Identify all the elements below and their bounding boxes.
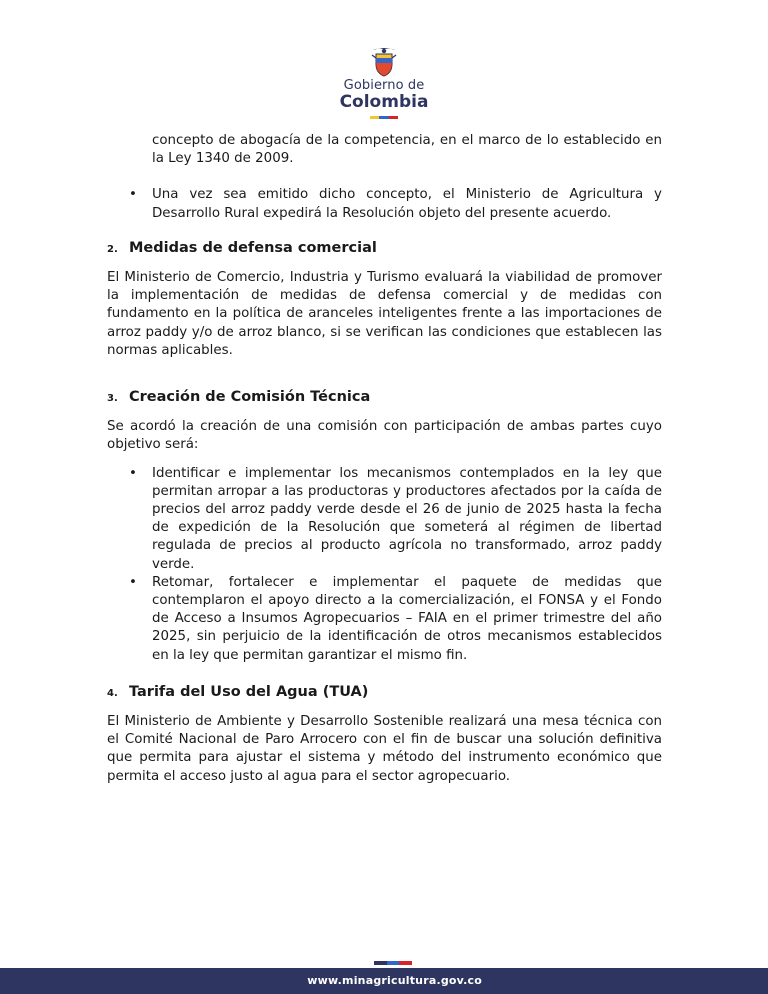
section-heading-3 bbox=[107, 388, 662, 408]
section-number: 2. bbox=[107, 243, 118, 255]
section-number: 3. bbox=[107, 393, 118, 405]
footer-flag-bar bbox=[374, 961, 412, 965]
section-paragraph: El Ministerio de Ambiente y Desarrollo Sostenible realizará una mesa técnica con el Comité Nacional de Paro Arrocero con el fin de buscar una solución definitiva que permita para ajustar el sistema y método del instrumento económico que permita el acceso justo al agua para el sector agropecuario. bbox=[107, 714, 662, 784]
logo-line-2: Colombia bbox=[339, 92, 429, 112]
section-paragraph: El Ministerio de Comercio, Industria y Turismo evaluará la viabilidad de promover la implementación de medidas de defensa comercial y de medidas con fundamento en la política de aranceles inteligentes frente a las importaciones de arroz paddy y/o de arroz blanco, si se verifican las condiciones que establecen las normas aplicables. bbox=[107, 270, 662, 358]
section-number: 4. bbox=[107, 687, 118, 699]
footer-bar bbox=[0, 968, 768, 994]
bullet-marker: • bbox=[129, 465, 137, 481]
section-heading-4 bbox=[107, 683, 662, 703]
section-title: Tarifa del Uso del Agua (TUA) bbox=[129, 683, 369, 700]
coat-of-arms-icon bbox=[370, 46, 398, 78]
continuation-paragraph: concepto de abogacía de la competencia, en el marco de lo establecido en la Ley 1340 de 2009. bbox=[152, 133, 662, 167]
list-item-text: Una vez sea emitido dicho concepto, el Ministerio de Agricultura y Desarrollo Rural expedirá la Resolución objeto del presente acuerdo. bbox=[152, 187, 662, 221]
section-title: Medidas de defensa comercial bbox=[129, 239, 377, 256]
document-body bbox=[107, 132, 662, 786]
section-paragraph: Se acordó la creación de una comisión con participación de ambas partes cuyo objetivo será: bbox=[107, 419, 662, 453]
footer-website-link[interactable]: www.minagricultura.gov.co bbox=[307, 974, 482, 987]
logo-flag-bar bbox=[370, 116, 398, 119]
section-heading-2 bbox=[107, 239, 662, 259]
bullet-marker: • bbox=[129, 187, 137, 203]
list-item bbox=[107, 465, 662, 574]
list-item bbox=[107, 186, 662, 222]
list-item-text: Retomar, fortalecer e implementar el paquete de medidas que contemplaron el apoyo directo a la comercialización, el FONSA y el Fondo de Acceso a Insumos Agropecuarios – FAIA en el primer trimestre del año 2025, sin perjuicio de la identificación de otros mecanismos establecidos en la ley que permitan garantizar el mismo fin. bbox=[152, 574, 662, 663]
intro-bullet-list bbox=[107, 186, 662, 222]
gobierno-de-colombia-logo bbox=[338, 46, 430, 124]
section-3-bullet-list bbox=[107, 465, 662, 665]
bullet-marker: • bbox=[129, 574, 137, 590]
list-item-text: Identificar e implementar los mecanismos contemplados en la ley que permitan arropar a las productoras y productores afectados por la caída de precios del arroz paddy verde desde el 26 de junio de 2025 hasta la fecha de expedición de la Resolución que someterá al régimen de libertad regulada de precios al producto agrícola no transformado, arroz paddy verde. bbox=[152, 465, 662, 572]
logo-line-1: Gobierno de bbox=[343, 78, 425, 93]
section-title: Creación de Comisión Técnica bbox=[129, 389, 371, 406]
list-item bbox=[107, 574, 662, 665]
